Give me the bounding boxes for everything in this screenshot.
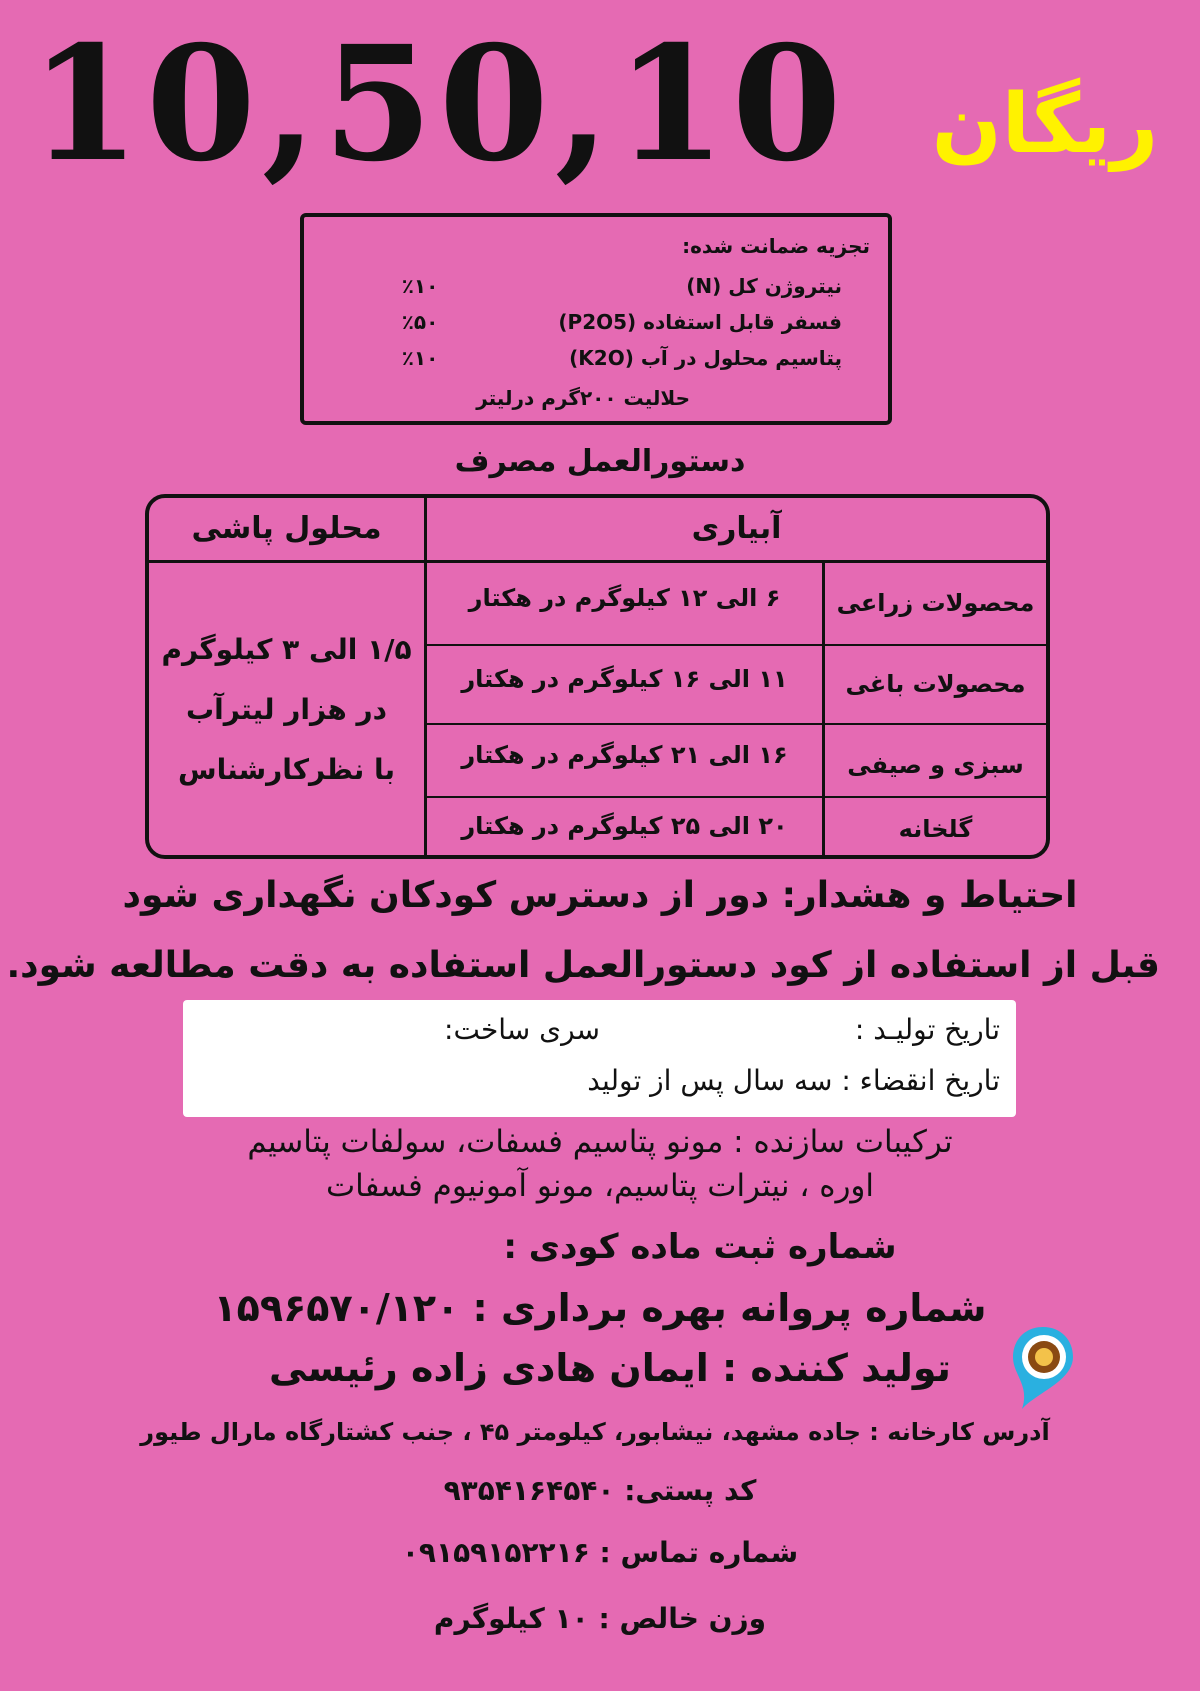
batch-label: سری ساخت: xyxy=(444,1013,600,1046)
analysis-heading: تجزیه ضمانت شده: xyxy=(682,234,870,258)
warning-line: قبل از استفاده از کود دستورالعمل استفاده به دقت مطالعه شود. xyxy=(6,945,1160,986)
net-weight: وزن خالص : ۱۰ کیلوگرم xyxy=(433,1602,767,1635)
crop-name: محصولات زراعی xyxy=(836,589,1035,617)
producer-name: تولید کننده : ایمان هادی زاده رئیسی xyxy=(269,1346,951,1390)
production-date-label: تاریخ تولیـد : xyxy=(854,1013,1000,1046)
header-spray: محلول پاشی xyxy=(191,511,382,546)
ingredients-line: اوره ، نیترات پتاسیم، مونو آمونیوم فسفات xyxy=(325,1168,875,1204)
analysis-item-value: ٪۱۰ xyxy=(401,274,439,298)
formula-title: 10,50,10 xyxy=(30,12,848,197)
rate-text: ۲۰ الی ۲۵ کیلوگرم در هکتار xyxy=(461,812,788,840)
solubility-text: حلالیت ۲۰۰گرم درلیتر xyxy=(476,386,690,410)
crop-name: گلخانه xyxy=(898,815,973,843)
material-number: شماره ثبت ماده کودی : xyxy=(503,1227,897,1267)
phone-number: شماره تماس : ۰۹۱۵۹۱۵۲۲۱۶ xyxy=(401,1536,799,1569)
warning-line: احتیاط و هشدار: دور از دسترس کودکان نگهداری شود xyxy=(122,875,1078,916)
factory-address: آدرس کارخانه : جاده مشهد، نیشابور، کیلومتر ۴۵ ، جنب کشتارگاه مارال طیور xyxy=(140,1418,1050,1446)
spray-line: ۱/۵ الی ۳ کیلوگرم xyxy=(161,633,412,666)
analysis-item-name: فسفر قابل استفاده (P2O5) xyxy=(558,310,842,334)
crop-name: محصولات باغی xyxy=(845,670,1026,698)
location-pin-icon xyxy=(1008,1323,1078,1413)
usage-table xyxy=(145,494,1050,859)
brand-badge: ریگان xyxy=(931,77,1159,172)
license-number: شماره پروانه بهره برداری : ۱۵۹۶۵۷۰/۱۲۰ xyxy=(213,1286,987,1330)
spray-line: با نظرکارشناس xyxy=(177,753,395,786)
spray-line: در هزار لیترآب xyxy=(185,693,388,726)
postal-code: کد پستی: ۹۳۵۴۱۶۴۵۴۰ xyxy=(443,1474,757,1507)
header-irrigation: آبیاری xyxy=(691,511,782,546)
analysis-item-value: ٪۵۰ xyxy=(401,310,439,334)
usage-title: دستورالعمل مصرف xyxy=(454,444,746,479)
rate-text: ۶ الی ۱۲ کیلوگرم در هکتار xyxy=(468,584,781,612)
analysis-item-name: پتاسیم محلول در آب (K2O) xyxy=(569,346,842,370)
ingredients-line: ترکیبات سازنده : مونو پتاسیم فسفات، سولفات پتاسیم xyxy=(247,1124,953,1160)
analysis-item-value: ٪۱۰ xyxy=(401,346,439,370)
analysis-item-name: نیتروژن کل (N) xyxy=(686,274,842,298)
expiry-date: تاریخ انقضاء : سه سال پس از تولید xyxy=(587,1064,1000,1097)
rate-text: ۱۶ الی ۲۱ کیلوگرم در هکتار xyxy=(461,741,788,769)
crop-name: سبزی و صیفی xyxy=(847,751,1024,779)
rate-text: ۱۱ الی ۱۶ کیلوگرم در هکتار xyxy=(461,665,788,693)
